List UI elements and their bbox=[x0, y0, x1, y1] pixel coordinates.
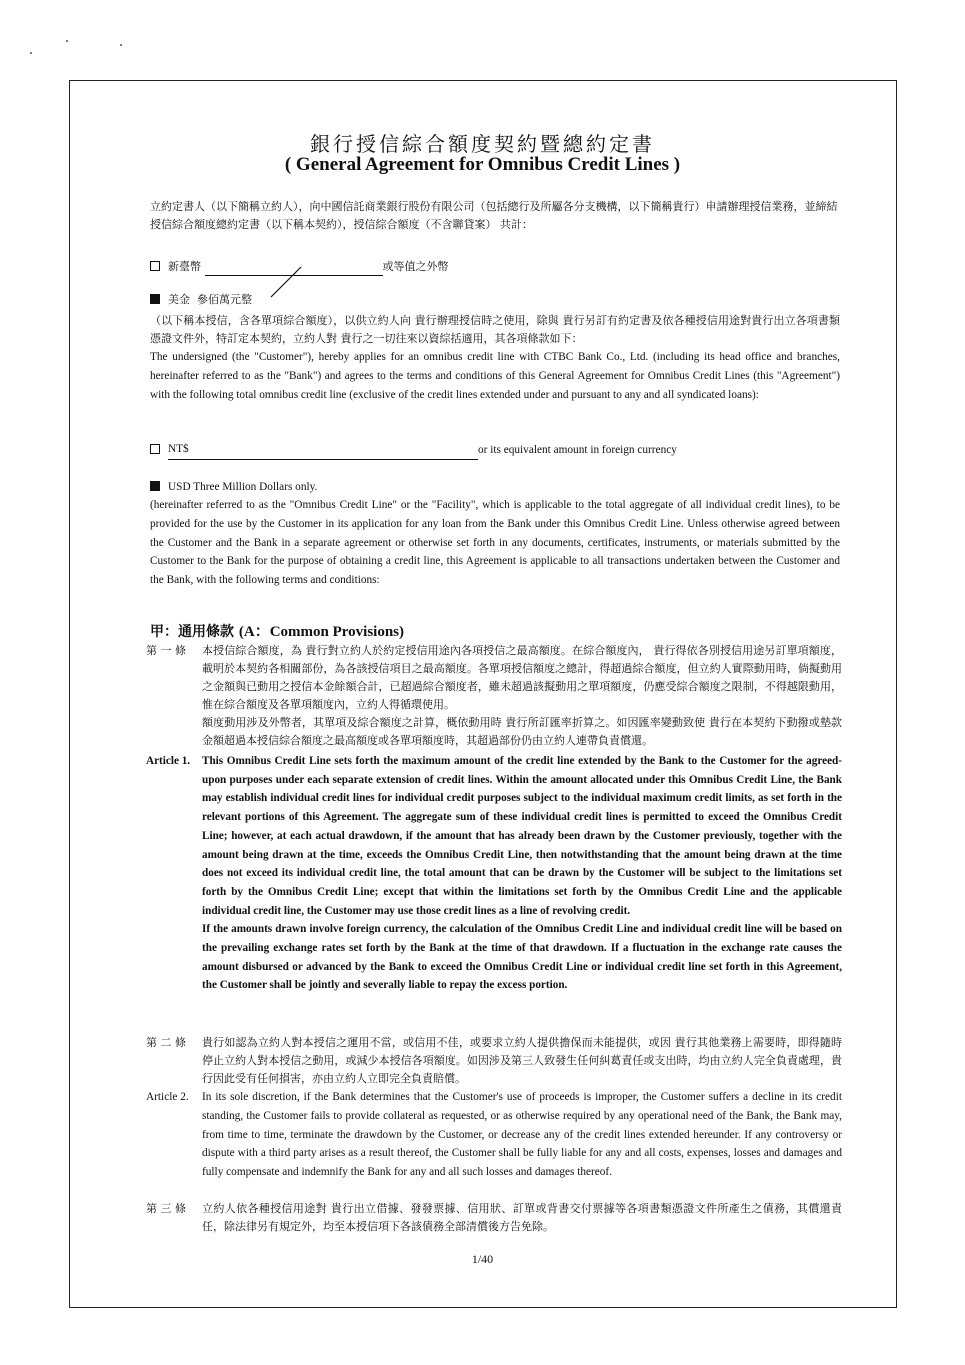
ntd-option-chinese bbox=[150, 258, 840, 276]
intro-chinese: 立約定書人（以下簡稱立約人），向中國信託商業銀行股份有限公司（包括總行及所屬各分支機構，以下簡稱貴行）申請辦理授信業務，並締結授信綜合額度總約定書（以下稱本契約），授信綜合額度（不含聯貸案） 共計： bbox=[150, 200, 838, 231]
article-1-label-en: Article 1. bbox=[146, 755, 191, 767]
title-english: ( General Agreement for Omnibus Credit Lines ) bbox=[284, 154, 681, 175]
usd-label-zh: 美金 bbox=[168, 293, 190, 306]
article-3-text-zh: 立約人依各種授信用途對 貴行出立借據、發發票據、信用狀、訂單或背書交付票據等各項書類憑證文件所產生之債務，其償還責任，除法律另有規定外，均至本授信項下各該債務全部清償後方告免除。 bbox=[202, 1202, 842, 1233]
section-a-heading bbox=[150, 620, 404, 641]
article-2-text-en: In its sole discretion, if the Bank determines that the Customer's use of proceeds is improper, the Customer suffers a decline in its credit standing, the Customer fails to provide collateral as requested, or as otherwise required by any operational need of the Bank, the Bank may, from time to time, terminate the drawdown by the Customer, or decrease any of the credit lines extended hereunder. If any controversy or dispute with a third party arises as a result thereof, the Customer shall be fully liable for any and all costs, expenses, losses and damages and fully compensate and indemnify the Bank for any and all such losses and damages thereof. bbox=[202, 1091, 842, 1179]
ntd-label-zh: 新臺幣 bbox=[168, 260, 201, 273]
ntd-option-english bbox=[150, 440, 840, 460]
usd-amount-zh: 參佰萬元整 bbox=[197, 293, 252, 306]
article-2-chinese bbox=[146, 1034, 842, 1088]
article-2-label-en: Article 2. bbox=[146, 1091, 189, 1103]
article-1-english bbox=[146, 752, 842, 995]
description-english: (hereinafter referred to as the "Omnibus Credit Line" or the "Facility", which is applicable to the total aggregate of all individual credit lines), to be provided for the use by the Customer in its application for any loan from the Bank under this Omnibus Credit Line. Unless otherwise agreed between the Customer and the Bank in a separate agreement or otherwise set forth in any documents, certificates, instruments, or materials submitted by the Customer to the Bank for the purpose of obtaining a credit line, this Agreement is applicable to all transactions undertaken between the Customer and the Bank, with the following terms and conditions: bbox=[150, 499, 840, 587]
ntd-label-en: NT$ bbox=[168, 443, 189, 455]
section-a-en: (A：Common Provisions) bbox=[238, 624, 405, 640]
usd-checkbox-zh[interactable] bbox=[150, 294, 160, 304]
usd-option-chinese bbox=[150, 291, 840, 309]
article-1-text-en-2: If the amounts drawn involve foreign currency, the calculation of the Omnibus Credit Line and individual credit line will be based on the prevailing exchange rates set forth by the Bank at the time of that drawdown. If a fluctuation in the exchange rate causes the amount disbursed or advanced by the Bank to exceed the Omnibus Credit Line or individual credit line set forth in this Agreement, the Customer shall be jointly and severally liable to repay the excess portion. bbox=[202, 923, 842, 992]
scan-speck bbox=[30, 52, 32, 54]
article-1-text-en-1: This Omnibus Credit Line sets forth the maximum amount of the credit line extended by the Bank to the Customer for the agreed-upon purposes under each separate extension of credit lines. Within the amount allocated under this Omnibus Credit Line, the Bank may establish individual credit lines for individual credit purposes subject to the individual maximum credit limits, as set forth in the relevant portions of this Agreement. The aggregate sum of these individual credit lines is permitted to exceed the Omnibus Credit Line; however, at each actual drawdown, if the amount that has already been drawn by the Customer previously, together with the amount being drawn at the time, exceeds the Omnibus Credit Line, then notwithstanding that the amount being drawn at the time does not exceed its individual credit line, the total amount that can be drawn by the Customer will be subject to the limitations set forth by the Omnibus Credit Line; except that within the limitations set forth by the Omnibus Credit Line and the applicable individual credit line, the Customer may use those credit lines as a line of revolving credit. bbox=[202, 755, 842, 917]
description-chinese: （以下稱本授信，含各單項綜合額度），以供立約人向 貴行辦理授信時之使用，除與 貴行另訂有約定書及依各種授信用途對貴行出立各項書類憑證文件外，特訂定本契約，立約人對 貴行之一切往來以資綜括適用，其各項條款如下： bbox=[150, 314, 840, 345]
ntd-suffix-zh: 或等值之外幣 bbox=[382, 260, 449, 273]
ntd-checkbox-zh[interactable] bbox=[150, 261, 160, 271]
article-1-text-zh-1: 本授信綜合額度，為 貴行對立約人於約定授信用途內各項授信之最高額度。在綜合額度內， 貴行得依各別授信用途另訂單項額度，載明於本契約各相關部份，為各該授信項目之最高額度。各單項授信額度之總計，得超過綜合額度，但立約人實際動用時，倘擬動用之金額與已動用之授信本金餘額合計，已超過綜合額度者，雖未超過該擬動用之單項額度，仍應受綜合額度之限制，不得越限動用，惟在綜合額度及各單項額度內，立約人得循環使用。 bbox=[202, 644, 842, 711]
usd-label-en: USD Three Million Dollars only. bbox=[168, 481, 318, 493]
article-3-label-zh: 第 三 條 bbox=[146, 1202, 186, 1215]
intro-english: The undersigned (the "Customer"), hereby applies for an omnibus credit line with CTBC Bank Co., Ltd. (including its head office and branches, hereinafter referred to as the "Bank") and agrees to the terms and conditions of this General Agreement for Omnibus Credit Lines (this "Agreement") with the following total omnibus credit line (exclusive of the credit lines extended under and pursuant to any and all syndicated loans): bbox=[150, 351, 840, 401]
article-2-text-zh: 貴行如認為立約人對本授信之運用不當，或信用不佳，或要求立約人提供擔保而未能提供，或因 貴行其他業務上需要時，即得隨時停止立約人對本授信之動用，或減少本授信各項額度。如因涉及第三人致發生任何糾葛責任或支出時，均由立約人完全負責處理，貴行因此受有任何損害，亦由立約人立即完全負責賠償。 bbox=[202, 1036, 842, 1085]
usd-option-english bbox=[150, 478, 840, 497]
scan-speck bbox=[66, 40, 68, 42]
section-a-zh: 甲：通用條款 bbox=[150, 624, 234, 640]
ntd-checkbox-en[interactable] bbox=[150, 444, 160, 454]
article-1-text-zh-2: 額度動用涉及外幣者，其單項及綜合額度之計算，概依動用時 貴行所訂匯率折算之。如因匯率變動致使 貴行在本契約下動撥或墊款金額超過本授信綜合額度之最高額度或各單項額度時，其超過部份仍由立約人連帶負責償還。 bbox=[202, 716, 842, 747]
scan-speck bbox=[120, 44, 122, 46]
article-1-label-zh: 第 一 條 bbox=[146, 644, 186, 657]
article-2-english bbox=[146, 1088, 842, 1182]
usd-checkbox-en[interactable] bbox=[150, 481, 160, 491]
page-number: 1/40 bbox=[471, 1252, 494, 1266]
ntd-amount-blank-en bbox=[168, 440, 478, 460]
article-1-chinese bbox=[146, 642, 842, 750]
article-3-chinese bbox=[146, 1200, 842, 1236]
ntd-suffix-en: or its equivalent amount in foreign currency bbox=[478, 444, 677, 456]
title-chinese: 銀行授信綜合額度契約暨總約定書 bbox=[310, 132, 655, 156]
article-2-label-zh: 第 二 條 bbox=[146, 1036, 186, 1049]
